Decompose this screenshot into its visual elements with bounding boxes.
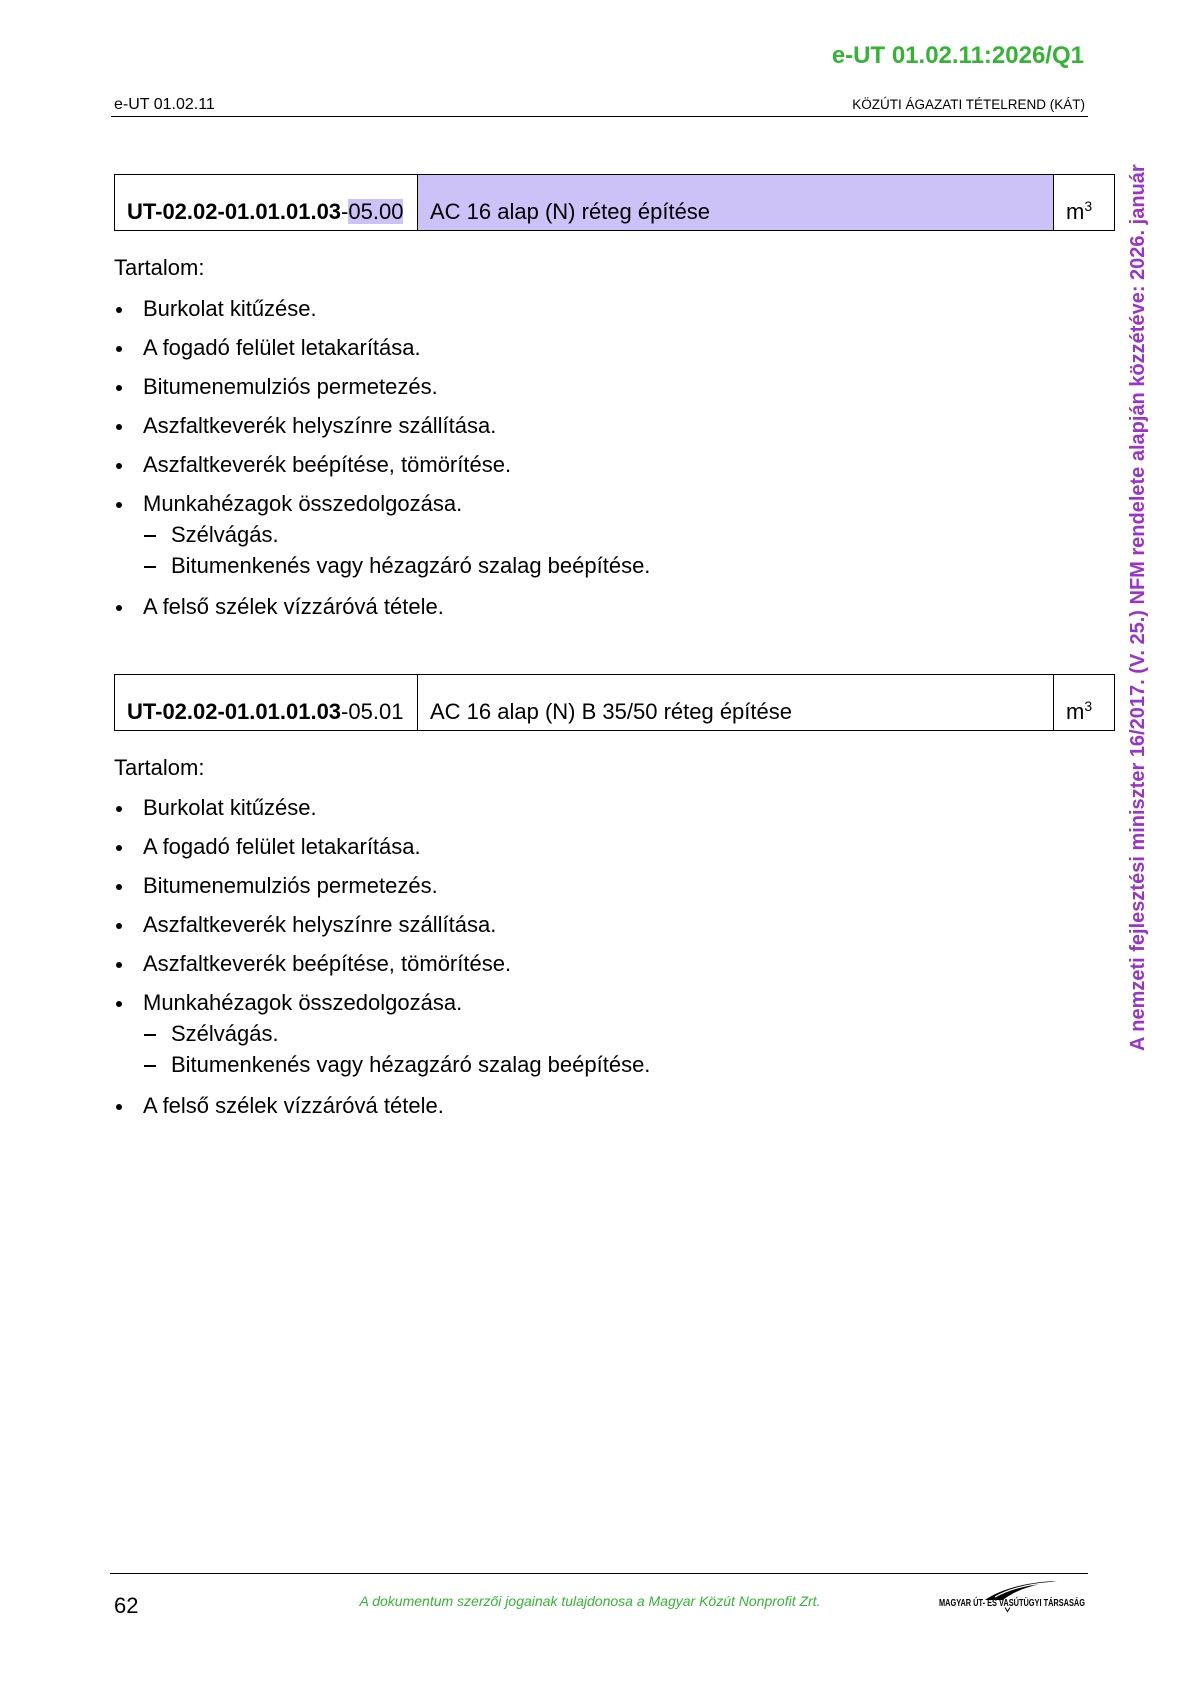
item-code-separator: - xyxy=(341,699,349,724)
sub-contents-list xyxy=(143,519,650,581)
contents-list xyxy=(114,289,650,626)
bullet-icon xyxy=(116,385,122,391)
contents-list-item xyxy=(114,289,650,328)
sub-contents-item-text: Szélvágás. xyxy=(171,522,279,547)
item-unit-cell xyxy=(1054,675,1115,731)
item-title-cell xyxy=(418,675,1054,731)
item-code: UT-02.02-01.01.01.03 xyxy=(127,199,342,224)
sub-contents-item-text: Szélvágás. xyxy=(171,1021,279,1046)
running-header-right: KÖZÚTI ÁGAZATI TÉTELREND (KÁT) xyxy=(852,97,1085,112)
item-table xyxy=(114,674,1115,731)
dash-icon xyxy=(144,1065,156,1067)
logo-text: MAGYAR ÚT- ÉS VASÚTÜGYI TÁRSASÁG xyxy=(939,1598,1137,1609)
dash-icon xyxy=(144,535,156,537)
contents-item-text: Bitumenemulziós permetezés. xyxy=(143,374,438,399)
bullet-icon xyxy=(116,307,122,313)
contents-list xyxy=(114,788,650,1125)
item-row xyxy=(115,175,1115,231)
contents-item-text: A fogadó felület letakarítása. xyxy=(143,834,421,859)
contents-list-item xyxy=(114,866,650,905)
copyright-notice: A dokumentum szerzői jogainak tulajdonosa a Magyar Közút Nonprofit Zrt. xyxy=(359,1593,821,1609)
contents-list-item xyxy=(114,944,650,983)
contents-item-text: Aszfaltkeverék beépítése, tömörítése. xyxy=(143,452,512,477)
item-title-cell xyxy=(418,175,1054,231)
contents-item-text: Burkolat kitűzése. xyxy=(143,795,317,820)
item-code-suffix: 05.01 xyxy=(348,699,404,724)
bullet-icon xyxy=(116,424,122,430)
sub-contents-list-item xyxy=(143,519,650,550)
contents-item-text: Aszfaltkeverék beépítése, tömörítése. xyxy=(143,951,512,976)
bullet-icon xyxy=(116,502,122,508)
contents-item-text: Munkahézagok összedolgozása. xyxy=(143,491,463,516)
contents-list-item xyxy=(114,406,650,445)
document-code: e-UT 01.02.11:2026/Q1 xyxy=(831,42,1084,69)
contents-list-item xyxy=(114,1086,650,1125)
item-title: AC 16 alap (N) réteg építése xyxy=(430,199,711,224)
contents-list-item xyxy=(114,827,650,866)
contents-list-item xyxy=(114,367,650,406)
contents-item-text: Aszfaltkeverék helyszínre szállítása. xyxy=(143,413,497,438)
item-unit-exponent: 3 xyxy=(1084,198,1093,214)
item-title: AC 16 alap (N) B 35/50 réteg építése xyxy=(430,699,792,724)
contents-item-text: A felső szélek vízzáróvá tétele. xyxy=(143,1093,444,1118)
dash-icon xyxy=(144,1034,156,1036)
contents-label: Tartalom: xyxy=(114,755,205,780)
bullet-icon xyxy=(116,1104,122,1110)
dash-icon xyxy=(144,566,156,568)
contents-item-text: Bitumenemulziós permetezés. xyxy=(143,873,438,898)
bullet-icon xyxy=(116,962,122,968)
bullet-icon xyxy=(116,1001,122,1007)
bullet-icon xyxy=(116,884,122,890)
bullet-icon xyxy=(116,845,122,851)
contents-item-text: Aszfaltkeverék helyszínre szállítása. xyxy=(143,912,497,937)
contents-list-item xyxy=(114,484,650,581)
sub-contents-list-item xyxy=(143,550,650,581)
contents-list-item xyxy=(114,905,650,944)
publication-notice: A nemzeti fejlesztési miniszter 16/2017. (V. 25.) NFM rendelete alapján közzétéve: 2026. január xyxy=(1127,164,1149,1051)
running-header-left: e-UT 01.02.11 xyxy=(114,96,215,113)
sub-contents-list-item xyxy=(143,1018,650,1049)
item-row xyxy=(115,675,1115,731)
sub-contents-list xyxy=(143,1018,650,1080)
item-code-cell xyxy=(115,675,418,731)
footer-divider xyxy=(110,1573,1088,1574)
item-unit-exponent: 3 xyxy=(1084,698,1093,714)
sub-contents-item-text: Bitumenkenés vagy hézagzáró szalag beépítése. xyxy=(171,1052,651,1077)
bullet-icon xyxy=(116,923,122,929)
contents-list-item xyxy=(114,983,650,1080)
bullet-icon xyxy=(116,605,122,611)
item-code-suffix: 05.00 xyxy=(348,199,404,224)
item-unit: m xyxy=(1066,699,1085,724)
contents-item-text: A felső szélek vízzáróvá tétele. xyxy=(143,594,444,619)
contents-list-item xyxy=(114,445,650,484)
item-code-separator: - xyxy=(341,199,349,224)
contents-list-item xyxy=(114,587,650,626)
sub-contents-item-text: Bitumenkenés vagy hézagzáró szalag beépítése. xyxy=(171,553,651,578)
item-table xyxy=(114,174,1115,231)
bullet-icon xyxy=(116,806,122,812)
item-unit: m xyxy=(1066,199,1085,224)
contents-list-item xyxy=(114,328,650,367)
bullet-icon xyxy=(116,463,122,469)
company-logo xyxy=(937,1578,1137,1612)
bullet-icon xyxy=(116,346,122,352)
item-unit-cell xyxy=(1054,175,1115,231)
page-number: 62 xyxy=(114,1593,139,1618)
sub-contents-list-item xyxy=(143,1049,650,1080)
contents-item-text: A fogadó felület letakarítása. xyxy=(143,335,421,360)
item-code-cell xyxy=(115,175,418,231)
contents-item-text: Munkahézagok összedolgozása. xyxy=(143,990,463,1015)
contents-list-item xyxy=(114,788,650,827)
header-divider xyxy=(111,116,1088,117)
contents-item-text: Burkolat kitűzése. xyxy=(143,296,317,321)
contents-label: Tartalom: xyxy=(114,255,205,280)
item-code: UT-02.02-01.01.01.03 xyxy=(127,699,342,724)
